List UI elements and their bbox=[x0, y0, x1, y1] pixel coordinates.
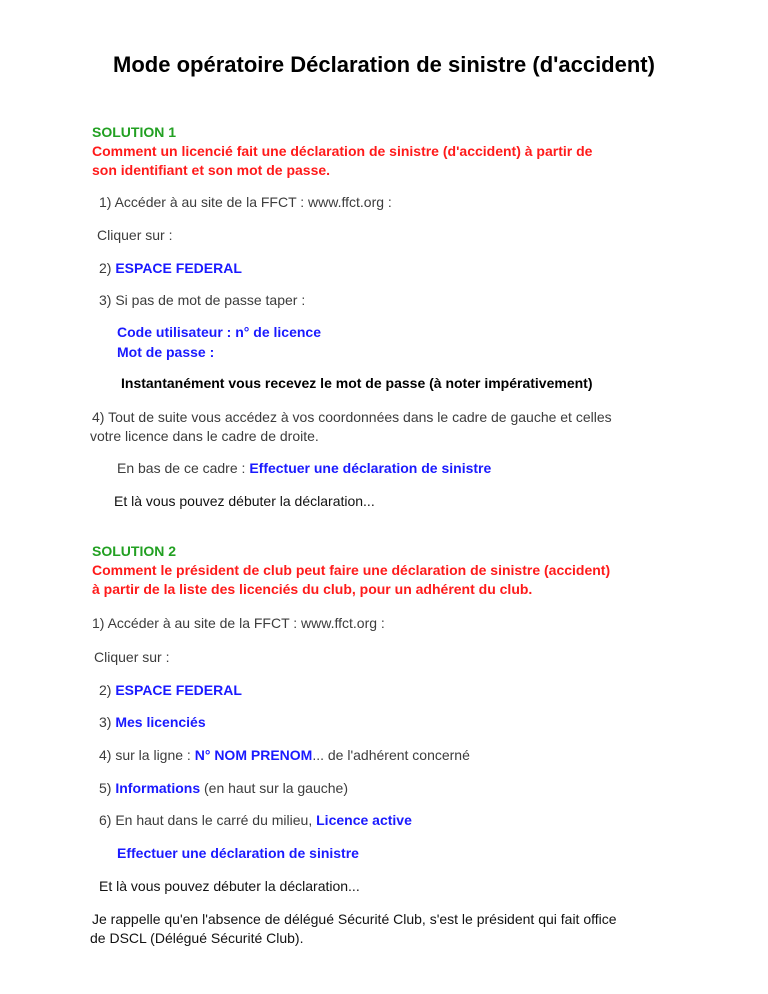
s2-step-4-prefix: 4) sur la ligne : bbox=[99, 747, 195, 763]
solution-2-question-line-2: à partir de la liste des licenciés du club, pour un adhérent du club. bbox=[92, 581, 533, 597]
s1-step-2-number: 2) bbox=[99, 260, 116, 276]
s2-step-5-number: 5) bbox=[99, 780, 116, 796]
solution-1-question-line-1: Comment un licencié fait une déclaration de sinistre (d'accident) à partir de bbox=[92, 143, 593, 159]
solution-2-heading: SOLUTION 2 bbox=[92, 543, 177, 559]
s1-bottom-frame bbox=[117, 460, 491, 476]
solution-1-question-line-2: son identifiant et son mot de passe. bbox=[92, 162, 331, 178]
s2-espace-federal-link[interactable]: ESPACE FEDERAL bbox=[115, 682, 242, 698]
s1-code-utilisateur: Code utilisateur : n° de licence bbox=[117, 324, 321, 340]
s2-mes-licencies-link[interactable]: Mes licenciés bbox=[115, 714, 206, 730]
s1-click-label: Cliquer sur : bbox=[97, 227, 173, 243]
s1-start-note: Et là vous pouvez débuter la déclaration... bbox=[114, 493, 375, 509]
s1-instant-note: Instantanément vous recevez le mot de passe (à noter impérativement) bbox=[121, 375, 593, 391]
s1-step-2 bbox=[99, 260, 242, 276]
page-title: Mode opératoire Déclaration de sinistre (d'accident) bbox=[113, 52, 655, 77]
s2-step-1: 1) Accéder à au site de la FFCT : www.ffct.org : bbox=[92, 615, 385, 631]
s1-espace-federal-link[interactable]: ESPACE FEDERAL bbox=[115, 260, 242, 276]
s2-start-note: Et là vous pouvez débuter la déclaration... bbox=[99, 878, 360, 894]
s2-step-2-number: 2) bbox=[99, 682, 116, 698]
solution-2-question-line-1: Comment le président de club peut faire une déclaration de sinistre (accident) bbox=[92, 562, 611, 578]
s2-step-6-prefix: 6) En haut dans le carré du milieu, bbox=[99, 812, 317, 828]
s2-step-6 bbox=[99, 812, 412, 828]
s2-step-3-number: 3) bbox=[99, 714, 116, 730]
s1-step-4-line-1: 4) Tout de suite vous accédez à vos coordonnées dans le cadre de gauche et celles bbox=[92, 409, 612, 425]
s1-mot-de-passe: Mot de passe : bbox=[117, 344, 215, 360]
solution-1-heading: SOLUTION 1 bbox=[92, 124, 177, 140]
s1-step-4-line-2: votre licence dans le cadre de droite. bbox=[90, 428, 319, 444]
s1-step-1: 1) Accéder à au site de la FFCT : www.ffct.org : bbox=[99, 194, 392, 210]
s2-note-line-1: Je rappelle qu'en l'absence de délégué Sécurité Club, s'est le président qui fait office bbox=[92, 911, 617, 927]
s1-declaration-link[interactable]: Effectuer une déclaration de sinistre bbox=[249, 460, 492, 476]
s2-step-4-suffix: ... de l'adhérent concerné bbox=[312, 747, 470, 763]
s2-note-line-2: de DSCL (Délégué Sécurité Club). bbox=[90, 930, 304, 946]
s2-step-3 bbox=[99, 714, 206, 730]
s2-declaration-link[interactable]: Effectuer une déclaration de sinistre bbox=[117, 845, 359, 861]
s2-step-4 bbox=[99, 747, 470, 763]
s1-bottom-frame-prefix: En bas de ce cadre : bbox=[117, 460, 250, 476]
s2-licence-active-link[interactable]: Licence active bbox=[316, 812, 412, 828]
s2-step-2 bbox=[99, 682, 242, 698]
s2-informations-link[interactable]: Informations bbox=[115, 780, 201, 796]
s2-step-5 bbox=[99, 780, 348, 796]
s2-step-5-suffix: (en haut sur la gauche) bbox=[200, 780, 348, 796]
s2-nom-prenom-link[interactable]: N° NOM PRENOM bbox=[194, 747, 313, 763]
s2-click-label: Cliquer sur : bbox=[94, 649, 170, 665]
s1-step-3: 3) Si pas de mot de passe taper : bbox=[99, 292, 306, 308]
